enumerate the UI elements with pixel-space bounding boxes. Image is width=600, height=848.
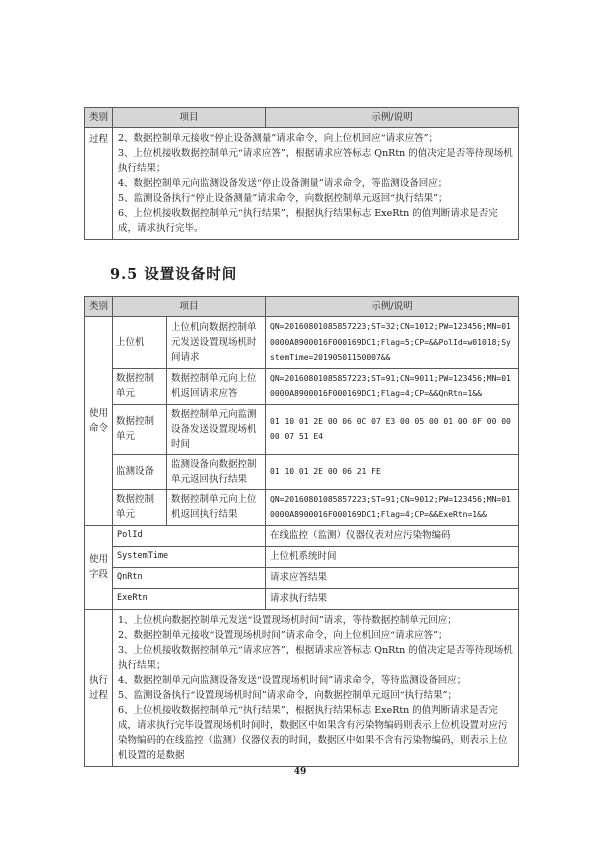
category-cell: 使用字段: [85, 525, 113, 609]
field-name: QnRtn: [113, 567, 266, 588]
field-name: SystemTime: [113, 546, 266, 567]
command-role: 监测设备: [113, 454, 167, 489]
set-device-time-table: [84, 296, 519, 767]
field-desc: 请求执行结果: [266, 588, 519, 609]
field-row: [85, 588, 519, 609]
header-example: 示例/说明: [266, 297, 519, 317]
command-example: QN=20160801085857223;ST=91;CN=9011;PW=123456;MN=010000A8900016F000169DC1;Flag=4;CP=&&QnRtn=1&&: [266, 368, 519, 404]
command-row: [85, 454, 519, 489]
command-example: QN=20160801085857223;ST=91;CN=9012;PW=123456;MN=010000A8900016F000169DC1;Flag=4;CP=&&ExeRtn=1&&: [266, 489, 519, 525]
process-step: 3、上位机接收数据控制单元“请求应答”，根据请求应答标志 QnRtn 的值决定是否等待现场机执行结果；: [118, 644, 513, 671]
command-role: 数据控制单元: [113, 368, 167, 404]
section-heading: 9.5 设置设备时间: [110, 266, 238, 283]
field-row: [85, 546, 519, 567]
header-item: 项目: [113, 108, 266, 128]
command-role: 上位机: [113, 317, 167, 369]
process-steps-cell: [113, 128, 519, 240]
table-row: [85, 128, 519, 240]
field-desc: 上位机系统时间: [266, 546, 519, 567]
process-step: 5、监测设备执行“停止设备测量”请求命令，向数据控制单元返回“执行结果”；: [118, 193, 448, 204]
header-category: 类别: [85, 297, 113, 317]
header-item: 项目: [113, 297, 266, 317]
command-role: 数据控制单元: [113, 489, 167, 525]
process-step: 6、上位机接收数据控制单元“执行结果”，根据执行结果标志 ExeRtn 的值判断请求是否完成，请求执行完毕设置现场机时间时，数据区中如果含有污染物编码则表示上位机设置对应污染物编码的在线监控（监测）仪器仪表的时间，数据区中如果不含有污染物编码，则表示上位机设置的是数据: [118, 704, 508, 761]
field-desc: 请求应答结果: [266, 567, 519, 588]
header-category: 类别: [85, 108, 113, 128]
category-cell: 执行过程: [85, 609, 113, 766]
command-row: [85, 404, 519, 454]
command-row: [85, 368, 519, 404]
field-row: [85, 525, 519, 546]
page-number: 49: [293, 767, 307, 777]
process-step: 4、数据控制单元向监测设备发送“设置现场机时间”请求命令，等待监测设备回应；: [118, 674, 467, 686]
category-cell: 使用命令: [85, 317, 113, 526]
process-row: [85, 609, 519, 766]
table-header-row: [85, 297, 519, 317]
category-cell: 过程: [85, 128, 113, 240]
command-role: 数据控制单元: [113, 404, 167, 454]
command-row: [85, 489, 519, 525]
command-desc: 上位机向数据控制单元发送设置现场机时间请求: [167, 317, 266, 369]
command-example: 01 10 01 2E 00 06 0C 07 E3 00 05 00 01 00 0F 00 00 00 07 51 E4: [266, 404, 519, 454]
field-name: ExeRtn: [113, 588, 266, 609]
process-step: 2、数据控制单元接收“停止设备测量”请求命令，向上位机回应“请求应答”；: [118, 133, 438, 144]
command-desc: 数据控制单元向上位机返回执行结果: [167, 489, 266, 525]
process-step: 1、上位机向数据控制单元发送“设置现场机时间”请求，等待数据控制单元回应；: [118, 614, 457, 626]
field-name: PolId: [113, 525, 266, 546]
process-steps-cell: [113, 609, 519, 766]
table-header-row: [85, 108, 519, 128]
command-desc: 监测设备向数据控制单元返回执行结果: [167, 454, 266, 489]
command-row: [85, 317, 519, 369]
process-step: 5、监测设备执行“设置现场机时间”请求命令，向数据控制单元返回“执行结果”；: [118, 689, 457, 701]
command-desc: 数据控制单元向监测设备发送设置现场机时间: [167, 404, 266, 454]
process-step: 4、数据控制单元向监测设备发送“停止设备测量”请求命令，等监测设备回应；: [118, 178, 448, 189]
stop-measurement-process-table: [84, 107, 519, 240]
command-example: QN=20160801085857223;ST=32;CN=1012;PW=123456;MN=010000A8900016F000169DC1;Flag=5;CP=&&PolId=w01018;SystemTime=20190501150007&&: [266, 317, 519, 369]
field-desc: 在线监控（监测）仪器仪表对应污染物编码: [266, 525, 519, 546]
header-example: 示例/说明: [266, 108, 519, 128]
process-step: 2、数据控制单元接收“设置现场机时间”请求命令，向上位机回应“请求应答”；: [118, 629, 448, 641]
command-example: 01 10 01 2E 00 06 21 FE: [266, 454, 519, 489]
process-step: 6、上位机接收数据控制单元“执行结果”，根据执行结果标志 ExeRtn 的值判断请求是否完成，请求执行完毕。: [118, 208, 498, 234]
process-step: 3、上位机接收数据控制单元“请求应答”，根据请求应答标志 QnRtn 的值决定是否等待现场机执行结果；: [118, 148, 513, 174]
command-desc: 数据控制单元向上位机返回请求应答: [167, 368, 266, 404]
field-row: [85, 567, 519, 588]
